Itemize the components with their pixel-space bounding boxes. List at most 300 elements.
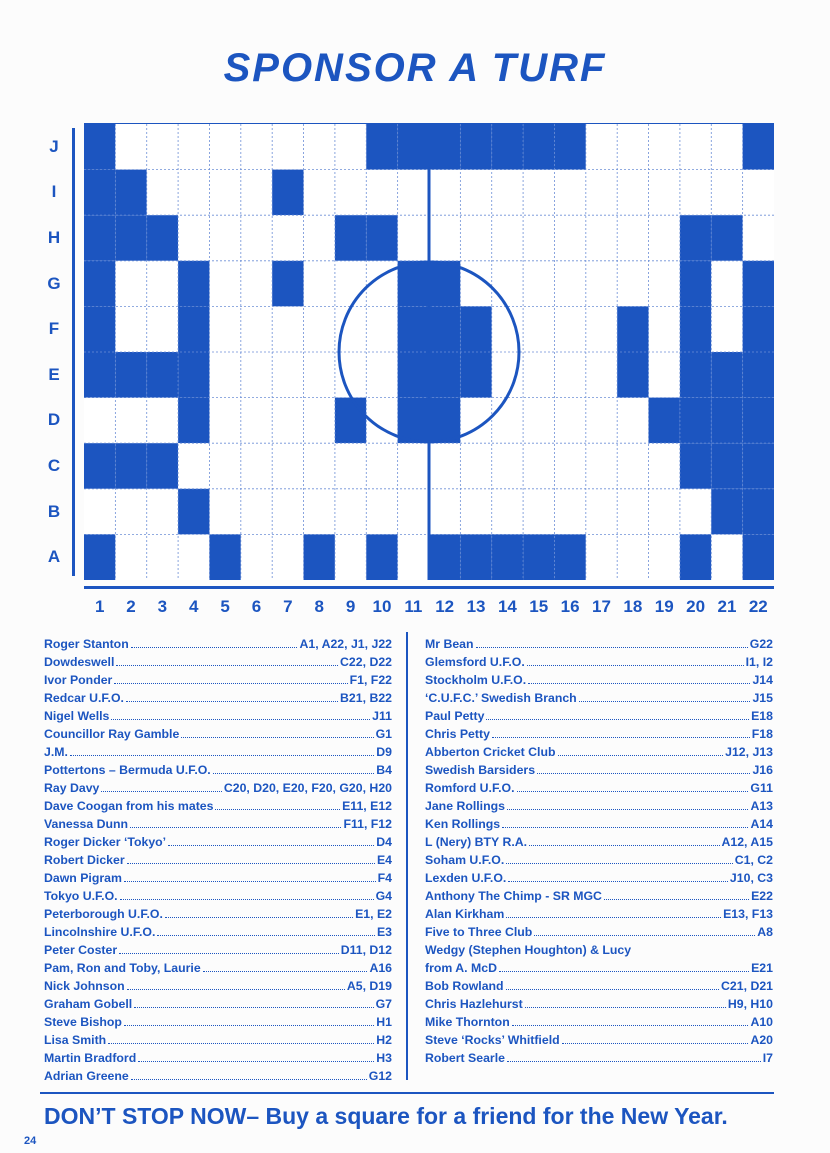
turf-square-g5-available xyxy=(209,261,240,307)
sponsor-squares: F18 xyxy=(751,727,773,741)
leader-dots xyxy=(130,815,341,828)
turf-square-e7-available xyxy=(272,352,303,398)
sponsor-squares: C20, D20, E20, F20, G20, H20 xyxy=(223,781,392,795)
leader-dots xyxy=(506,851,732,864)
turf-square-d20-sponsored xyxy=(680,398,711,444)
sponsor-entry xyxy=(44,707,392,725)
sponsor-name: Nigel Wells xyxy=(44,709,110,723)
turf-square-d22-sponsored xyxy=(743,398,774,444)
turf-square-a7-available xyxy=(272,534,303,580)
sponsor-name: Vanessa Dunn xyxy=(44,817,129,831)
column-label-22: 22 xyxy=(748,597,768,616)
leader-dots xyxy=(116,653,338,666)
sponsor-squares: F4 xyxy=(377,871,392,885)
turf-square-j14-sponsored xyxy=(492,124,523,170)
sponsor-name: Martin Bradford xyxy=(44,1051,137,1065)
turf-square-g11-sponsored xyxy=(398,261,429,307)
column-label-1: 1 xyxy=(94,597,105,616)
turf-square-a2-available xyxy=(115,534,146,580)
sponsor-name: Mr Bean xyxy=(425,637,474,651)
sponsor-squares: G1 xyxy=(375,727,392,741)
leader-dots xyxy=(507,797,748,810)
sponsor-squares: G12 xyxy=(368,1069,392,1083)
sponsor-list-right xyxy=(425,635,773,1067)
column-label-19: 19 xyxy=(654,597,674,616)
sponsor-name: Swedish Barsiders xyxy=(425,763,536,777)
turf-square-g8-available xyxy=(304,261,335,307)
turf-square-e13-sponsored xyxy=(460,352,491,398)
leader-dots xyxy=(534,923,755,936)
leader-dots xyxy=(114,671,347,684)
sponsor-squares: A5, D19 xyxy=(346,979,392,993)
column-label-20: 20 xyxy=(686,597,706,616)
turf-square-f19-available xyxy=(649,306,680,352)
sponsor-entry xyxy=(44,779,392,797)
sponsor-entry xyxy=(44,725,392,743)
sponsor-entry xyxy=(44,1049,392,1067)
turf-square-e4-sponsored xyxy=(178,352,209,398)
turf-square-c1-sponsored xyxy=(84,443,115,489)
turf-square-g18-available xyxy=(617,261,648,307)
row-label-b: B xyxy=(47,501,61,521)
sponsor-squares: D11, D12 xyxy=(340,943,392,957)
turf-square-i2-sponsored xyxy=(115,170,146,216)
turf-square-e20-sponsored xyxy=(680,352,711,398)
leader-dots xyxy=(213,761,375,774)
turf-square-g16-available xyxy=(554,261,585,307)
sponsor-name: Chris Hazlehurst xyxy=(425,997,523,1011)
turf-square-e5-available xyxy=(209,352,240,398)
row-label-a: A xyxy=(47,547,61,567)
turf-square-d18-available xyxy=(617,398,648,444)
sponsor-squares: D9 xyxy=(376,745,392,759)
turf-square-c19-available xyxy=(649,443,680,489)
sponsor-entry xyxy=(425,887,773,905)
leader-dots xyxy=(486,707,749,720)
leader-dots xyxy=(101,779,221,792)
sponsor-entry xyxy=(425,869,773,887)
turf-square-g17-available xyxy=(586,261,617,307)
turf-square-d5-available xyxy=(209,398,240,444)
leader-dots xyxy=(512,1013,749,1026)
sponsor-entry xyxy=(425,725,773,743)
leader-dots xyxy=(165,905,353,918)
turf-square-i5-available xyxy=(209,170,240,216)
turf-square-i18-available xyxy=(617,170,648,216)
turf-square-f17-available xyxy=(586,306,617,352)
column-label-21: 21 xyxy=(717,597,737,616)
sponsor-name: Adrian Greene xyxy=(44,1069,129,1083)
row-axis-line xyxy=(72,128,75,576)
turf-square-a15-sponsored xyxy=(523,534,554,580)
turf-square-i7-sponsored xyxy=(272,170,303,216)
sponsor-entry xyxy=(425,851,773,869)
turf-square-d16-available xyxy=(554,398,585,444)
turf-square-f8-available xyxy=(304,306,335,352)
turf-square-e12-sponsored xyxy=(429,352,460,398)
leader-dots xyxy=(108,1031,374,1044)
sponsor-name: Roger Dicker ‘Tokyo’ xyxy=(44,835,167,849)
turf-square-d17-available xyxy=(586,398,617,444)
turf-square-i11-available xyxy=(398,170,429,216)
turf-square-h3-sponsored xyxy=(147,215,178,261)
sponsor-squares: E22 xyxy=(751,889,773,903)
turf-square-a1-sponsored xyxy=(84,534,115,580)
turf-square-j21-available xyxy=(711,124,742,170)
turf-square-a14-sponsored xyxy=(492,534,523,580)
turf-square-i15-available xyxy=(523,170,554,216)
sponsor-squares: J14 xyxy=(752,673,773,687)
sponsor-name: Steve ‘Rocks’ Whitfield xyxy=(425,1033,560,1047)
column-label-5: 5 xyxy=(220,597,230,616)
turf-square-h12-available xyxy=(429,215,460,261)
sponsor-squares: H9, H10 xyxy=(727,997,773,1011)
column-label-6: 6 xyxy=(251,597,262,616)
turf-square-g22-sponsored xyxy=(743,261,774,307)
sponsor-entry xyxy=(44,1031,392,1049)
sponsor-squares: A16 xyxy=(369,961,392,975)
sponsor-squares: I1, I2 xyxy=(745,655,773,669)
leader-dots xyxy=(517,779,749,792)
leader-dots xyxy=(131,1067,367,1080)
turf-square-b16-available xyxy=(554,489,585,535)
leader-dots xyxy=(215,797,340,810)
turf-square-b1-available xyxy=(84,489,115,535)
sponsor-entry xyxy=(425,905,773,923)
turf-square-c20-sponsored xyxy=(680,443,711,489)
turf-square-b10-available xyxy=(366,489,397,535)
sponsor-name: Paul Petty xyxy=(425,709,485,723)
turf-square-i17-available xyxy=(586,170,617,216)
turf-square-a18-available xyxy=(617,534,648,580)
sponsor-name: Lexden U.F.O. xyxy=(425,871,507,885)
turf-square-f7-available xyxy=(272,306,303,352)
turf-square-h1-sponsored xyxy=(84,215,115,261)
sponsor-squares: A10 xyxy=(750,1015,773,1029)
turf-square-e11-sponsored xyxy=(398,352,429,398)
sponsor-name: Councillor Ray Gamble xyxy=(44,727,180,741)
turf-square-b15-available xyxy=(523,489,554,535)
sponsor-entry xyxy=(44,1067,392,1085)
turf-square-j9-available xyxy=(335,124,366,170)
turf-square-a22-sponsored xyxy=(743,534,774,580)
turf-square-b20-available xyxy=(680,489,711,535)
sponsor-squares: A14 xyxy=(750,817,773,831)
leader-dots xyxy=(124,869,376,882)
leader-dots xyxy=(506,977,719,990)
sponsor-entry xyxy=(44,923,392,941)
turf-square-i12-available xyxy=(429,170,460,216)
leader-dots xyxy=(111,707,370,720)
turf-square-j17-available xyxy=(586,124,617,170)
leader-dots xyxy=(203,959,368,972)
turf-square-i19-available xyxy=(649,170,680,216)
sponsor-entry xyxy=(44,743,392,761)
sponsor-entry xyxy=(44,1013,392,1031)
turf-square-j1-sponsored xyxy=(84,124,115,170)
sponsor-name: Five to Three Club xyxy=(425,925,533,939)
leader-dots xyxy=(127,851,375,864)
sponsor-entry xyxy=(425,995,773,1013)
turf-square-d4-sponsored xyxy=(178,398,209,444)
leader-dots xyxy=(525,995,726,1008)
turf-square-h15-available xyxy=(523,215,554,261)
pitch-bottom-border xyxy=(84,586,774,589)
sponsor-squares: F11, F12 xyxy=(343,817,392,831)
turf-square-e16-available xyxy=(554,352,585,398)
sponsor-squares: C22, D22 xyxy=(340,655,392,669)
sponsor-entry xyxy=(44,995,392,1013)
sponsor-squares: A12, A15 xyxy=(721,835,773,849)
turf-square-f16-available xyxy=(554,306,585,352)
turf-square-i22-available xyxy=(743,170,774,216)
sponsor-name: Mike Thornton xyxy=(425,1015,510,1029)
turf-square-f11-sponsored xyxy=(398,306,429,352)
turf-square-d1-available xyxy=(84,398,115,444)
sponsor-squares: J16 xyxy=(752,763,773,777)
column-label-13: 13 xyxy=(466,597,486,616)
sponsor-squares: A20 xyxy=(750,1033,773,1047)
turf-square-g6-available xyxy=(241,261,272,307)
turf-square-a11-available xyxy=(398,534,429,580)
leader-dots xyxy=(70,743,374,756)
turf-square-b7-available xyxy=(272,489,303,535)
turf-square-f6-available xyxy=(241,306,272,352)
turf-square-i10-available xyxy=(366,170,397,216)
turf-square-j22-sponsored xyxy=(743,124,774,170)
sponsor-entry xyxy=(425,815,773,833)
turf-square-g19-available xyxy=(649,261,680,307)
turf-square-d8-available xyxy=(304,398,335,444)
turf-square-j5-available xyxy=(209,124,240,170)
sponsor-name: Ken Rollings xyxy=(425,817,501,831)
turf-square-e2-sponsored xyxy=(115,352,146,398)
sponsor-entry xyxy=(425,941,773,959)
sponsor-name: Stockholm U.F.O. xyxy=(425,673,527,687)
turf-square-f22-sponsored xyxy=(743,306,774,352)
turf-square-f15-available xyxy=(523,306,554,352)
leader-dots xyxy=(119,941,339,954)
leader-dots xyxy=(157,923,375,936)
turf-square-e6-available xyxy=(241,352,272,398)
turf-square-j10-sponsored xyxy=(366,124,397,170)
column-label-14: 14 xyxy=(497,597,517,616)
turf-square-d14-available xyxy=(492,398,523,444)
sponsor-squares: G4 xyxy=(375,889,392,903)
turf-square-b4-sponsored xyxy=(178,489,209,535)
sponsor-name: Roger Stanton xyxy=(44,637,129,651)
sponsor-squares: H1 xyxy=(376,1015,392,1029)
turf-square-e21-sponsored xyxy=(711,352,742,398)
turf-square-a17-available xyxy=(586,534,617,580)
turf-square-g15-available xyxy=(523,261,554,307)
sponsor-squares: F1, F22 xyxy=(349,673,392,687)
turf-square-e22-sponsored xyxy=(743,352,774,398)
sponsor-name: Lisa Smith xyxy=(44,1033,107,1047)
sponsor-squares: H3 xyxy=(376,1051,392,1065)
turf-square-e15-available xyxy=(523,352,554,398)
turf-square-d11-sponsored xyxy=(398,398,429,444)
turf-square-j4-available xyxy=(178,124,209,170)
page-number: 24 xyxy=(24,1135,37,1147)
column-label-4: 4 xyxy=(189,597,199,616)
turf-square-f3-available xyxy=(147,306,178,352)
sponsor-name: Anthony The Chimp - SR MGC xyxy=(425,889,602,903)
turf-square-j15-sponsored xyxy=(523,124,554,170)
turf-square-b5-available xyxy=(209,489,240,535)
column-label-15: 15 xyxy=(529,597,549,616)
turf-square-g1-sponsored xyxy=(84,261,115,307)
leader-dots xyxy=(168,833,374,846)
turf-square-j3-available xyxy=(147,124,178,170)
sponsor-entry xyxy=(44,977,392,995)
sponsor-entry xyxy=(44,635,392,653)
turf-square-j19-available xyxy=(649,124,680,170)
sponsor-entry xyxy=(44,797,392,815)
turf-square-c5-available xyxy=(209,443,240,489)
sponsor-squares: A1, A22, J1, J22 xyxy=(299,637,392,651)
sponsor-name: Robert Searle xyxy=(425,1051,505,1065)
turf-square-f2-available xyxy=(115,306,146,352)
sponsor-list-left xyxy=(44,635,392,1085)
turf-square-i21-available xyxy=(711,170,742,216)
leader-dots xyxy=(134,995,373,1008)
sponsor-name: Ray Davy xyxy=(44,781,100,795)
column-label-16: 16 xyxy=(560,597,580,616)
turf-square-e1-sponsored xyxy=(84,352,115,398)
sponsor-entry xyxy=(44,941,392,959)
sponsor-entry xyxy=(44,833,392,851)
sponsor-name: Jane Rollings xyxy=(425,799,505,813)
leader-dots xyxy=(562,1031,749,1044)
sponsor-entry xyxy=(425,653,773,671)
sponsor-name: Dowdeswell xyxy=(44,655,115,669)
turf-square-c6-available xyxy=(241,443,272,489)
sponsor-squares: A13 xyxy=(750,799,773,813)
sponsor-squares: J11 xyxy=(372,709,392,723)
turf-square-j8-available xyxy=(304,124,335,170)
footer-message: DON’T STOP NOW– Buy a square for a friend for the New Year. xyxy=(44,1103,728,1129)
column-label-11: 11 xyxy=(404,597,423,616)
turf-square-c16-available xyxy=(554,443,585,489)
sponsor-entry xyxy=(44,959,392,977)
turf-square-b8-available xyxy=(304,489,335,535)
sponsor-entry xyxy=(44,887,392,905)
sponsor-entry xyxy=(425,671,773,689)
turf-square-g4-sponsored xyxy=(178,261,209,307)
column-label-10: 10 xyxy=(372,597,392,616)
turf-square-i14-available xyxy=(492,170,523,216)
sponsor-name: Tokyo U.F.O. xyxy=(44,889,118,903)
turf-square-g3-available xyxy=(147,261,178,307)
column-label-9: 9 xyxy=(345,597,356,616)
turf-square-g20-sponsored xyxy=(680,261,711,307)
sponsor-squares: D4 xyxy=(376,835,392,849)
turf-square-c11-available xyxy=(398,443,429,489)
turf-square-f18-sponsored xyxy=(617,306,648,352)
turf-square-a3-available xyxy=(147,534,178,580)
turf-square-f21-available xyxy=(711,306,742,352)
turf-square-a5-sponsored xyxy=(209,534,240,580)
turf-square-f10-available xyxy=(366,306,397,352)
turf-square-h9-sponsored xyxy=(335,215,366,261)
turf-square-a6-available xyxy=(241,534,272,580)
turf-square-h10-sponsored xyxy=(366,215,397,261)
list-divider xyxy=(406,632,408,1080)
sponsor-name: Alan Kirkham xyxy=(425,907,505,921)
sponsor-entry xyxy=(425,1031,773,1049)
turf-square-c21-sponsored xyxy=(711,443,742,489)
turf-square-c3-sponsored xyxy=(147,443,178,489)
sponsor-entry xyxy=(425,1049,773,1067)
turf-square-e3-sponsored xyxy=(147,352,178,398)
turf-square-j2-available xyxy=(115,124,146,170)
footer-rule xyxy=(40,1092,774,1094)
sponsor-squares: G7 xyxy=(375,997,392,1011)
turf-square-f1-sponsored xyxy=(84,306,115,352)
turf-square-a10-sponsored xyxy=(366,534,397,580)
turf-square-d19-sponsored xyxy=(649,398,680,444)
turf-square-b2-available xyxy=(115,489,146,535)
turf-square-i8-available xyxy=(304,170,335,216)
row-label-h: H xyxy=(47,228,61,247)
turf-square-d21-sponsored xyxy=(711,398,742,444)
leader-dots xyxy=(558,743,724,756)
leader-dots xyxy=(126,689,338,702)
sponsor-entry xyxy=(44,905,392,923)
sponsor-name: Glemsford U.F.O. xyxy=(425,655,525,669)
sponsor-squares: E3 xyxy=(376,925,392,939)
turf-square-b14-available xyxy=(492,489,523,535)
sponsor-name: Abberton Cricket Club xyxy=(425,745,556,759)
sponsor-name: Ivor Ponder xyxy=(44,673,113,687)
sponsor-name: L (Nery) BTY R.A. xyxy=(425,835,528,849)
turf-square-f4-sponsored xyxy=(178,306,209,352)
leader-dots xyxy=(499,959,749,972)
column-label-18: 18 xyxy=(623,597,643,616)
sponsor-entry xyxy=(44,815,392,833)
sponsor-squares: J10, C3 xyxy=(729,871,773,885)
leader-dots xyxy=(124,1013,374,1026)
sponsor-squares: E4 xyxy=(376,853,392,867)
leader-dots xyxy=(127,977,345,990)
turf-square-b13-available xyxy=(460,489,491,535)
turf-square-e8-available xyxy=(304,352,335,398)
turf-square-j7-available xyxy=(272,124,303,170)
turf-square-b9-available xyxy=(335,489,366,535)
leader-dots xyxy=(506,905,721,918)
turf-square-d12-sponsored xyxy=(429,398,460,444)
turf-square-h21-sponsored xyxy=(711,215,742,261)
turf-square-j11-sponsored xyxy=(398,124,429,170)
turf-square-c17-available xyxy=(586,443,617,489)
sponsor-entry xyxy=(425,977,773,995)
sponsor-name: Chris Petty xyxy=(425,727,490,741)
turf-square-d15-available xyxy=(523,398,554,444)
turf-square-c18-available xyxy=(617,443,648,489)
turf-square-h17-available xyxy=(586,215,617,261)
turf-square-f5-available xyxy=(209,306,240,352)
sponsor-squares: B4 xyxy=(376,763,392,777)
turf-square-i16-available xyxy=(554,170,585,216)
turf-square-i20-available xyxy=(680,170,711,216)
turf-square-e18-sponsored xyxy=(617,352,648,398)
turf-square-g7-sponsored xyxy=(272,261,303,307)
turf-square-c14-available xyxy=(492,443,523,489)
sponsor-name: Dawn Pigram xyxy=(44,871,122,885)
sponsor-name: Nick Johnson xyxy=(44,979,125,993)
sponsor-name: Bob Rowland xyxy=(425,979,504,993)
